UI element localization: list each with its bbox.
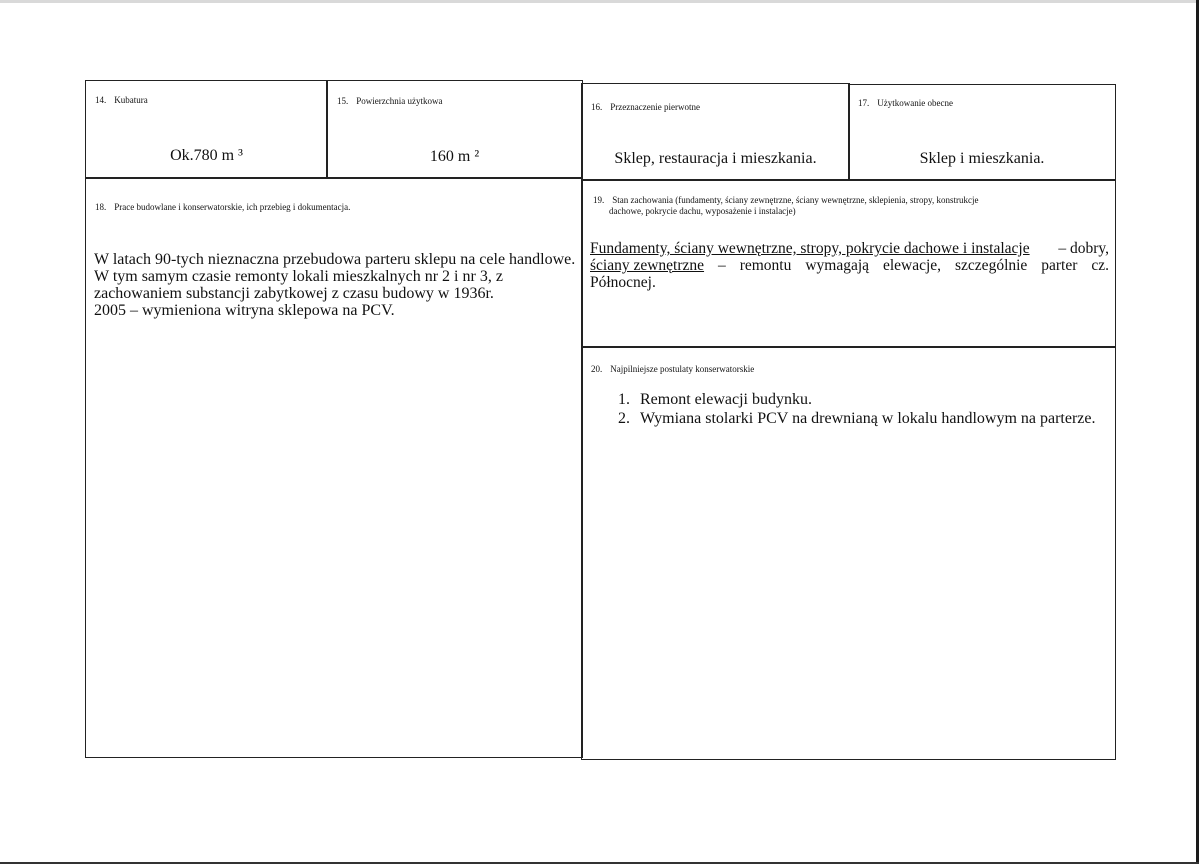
field-17-label: [858, 98, 953, 109]
field-label-text: Przeznaczenie pierwotne: [610, 102, 700, 112]
field-label-text-cont: dachowe, pokrycie dachu, wyposażenie i instalacje): [609, 206, 796, 216]
field-number: 18.: [95, 202, 107, 212]
field-15-value: 160 m ²: [429, 148, 480, 165]
field-label-text: Stan zachowania (fundamenty, ściany zewnętrzne, ściany wewnętrzne, sklepienia, stropy, konstrukcje: [612, 195, 979, 205]
field-16-label: [591, 102, 700, 113]
field-label-text: Najpilniejsze postulaty konserwatorskie: [610, 364, 755, 374]
list-item: 1. Remont elewacji budynku.: [634, 390, 1096, 409]
text-fragment: –: [718, 257, 726, 274]
field-number: 14.: [95, 95, 107, 105]
field-14-label: [95, 95, 148, 106]
text-line: 2005 – wymieniona witryna sklepowa na PCV.: [94, 302, 395, 319]
text-fragment: wymagają: [805, 257, 870, 274]
text-fragment: parter: [1041, 257, 1078, 274]
field-label-text: Użytkowanie obecne: [877, 98, 953, 108]
field-number: 20.: [591, 364, 603, 374]
text-fragment: szczególnie: [955, 257, 1028, 274]
text-line: Północnej.: [590, 274, 656, 291]
text-line: W latach 90-tych nieznaczna przebudowa parteru sklepu na cele handlowe.: [94, 251, 576, 268]
field-16-value: Sklep, restauracja i mieszkania.: [614, 150, 817, 167]
text-line: [590, 257, 1109, 274]
text-fragment: remontu: [739, 257, 792, 274]
text-line: zachowaniem substancji zabytkowej z czasu budowy w 1936r.: [94, 285, 494, 302]
field-18-text: [94, 251, 575, 319]
field-number: 19.: [593, 195, 605, 205]
field-15-label: [337, 96, 442, 107]
list-item: 2. Wymiana stolarki PCV na drewnianą w lokalu handlowym na parterze.: [634, 409, 1096, 428]
text-fragment: – dobry,: [1058, 240, 1109, 257]
field-20-label: [591, 364, 754, 375]
field-14-value: Ok.780 m ³: [170, 147, 243, 164]
field-label-text: Powierzchnia użytkowa: [356, 96, 443, 106]
field-number: 15.: [337, 96, 349, 106]
underlined-text: Fundamenty, ściany wewnętrzne, stropy, pokrycie dachowe i instalacje: [590, 240, 1030, 257]
text-fragment: cz.: [1091, 257, 1109, 274]
field-number: 16.: [591, 102, 603, 112]
field-19-text: [590, 240, 1109, 291]
text-line: W tym samym czasie remonty lokali mieszkalnych nr 2 i nr 3, z: [94, 268, 503, 285]
text-line: [590, 240, 1109, 257]
underlined-text: ściany zewnętrzne: [590, 257, 705, 274]
text-fragment: elewacje,: [882, 257, 942, 274]
field-19-label: [593, 195, 978, 217]
field-number: 17.: [858, 98, 870, 108]
field-18-label: [95, 202, 350, 213]
field-label-text: Prace budowlane i konserwatorskie, ich przebieg i dokumentacja.: [114, 202, 351, 212]
postulates-list: [592, 390, 1096, 428]
field-17-value: Sklep i mieszkania.: [919, 150, 1045, 167]
field-label-text: Kubatura: [114, 95, 148, 105]
scan-edge-top: [0, 0, 1199, 3]
